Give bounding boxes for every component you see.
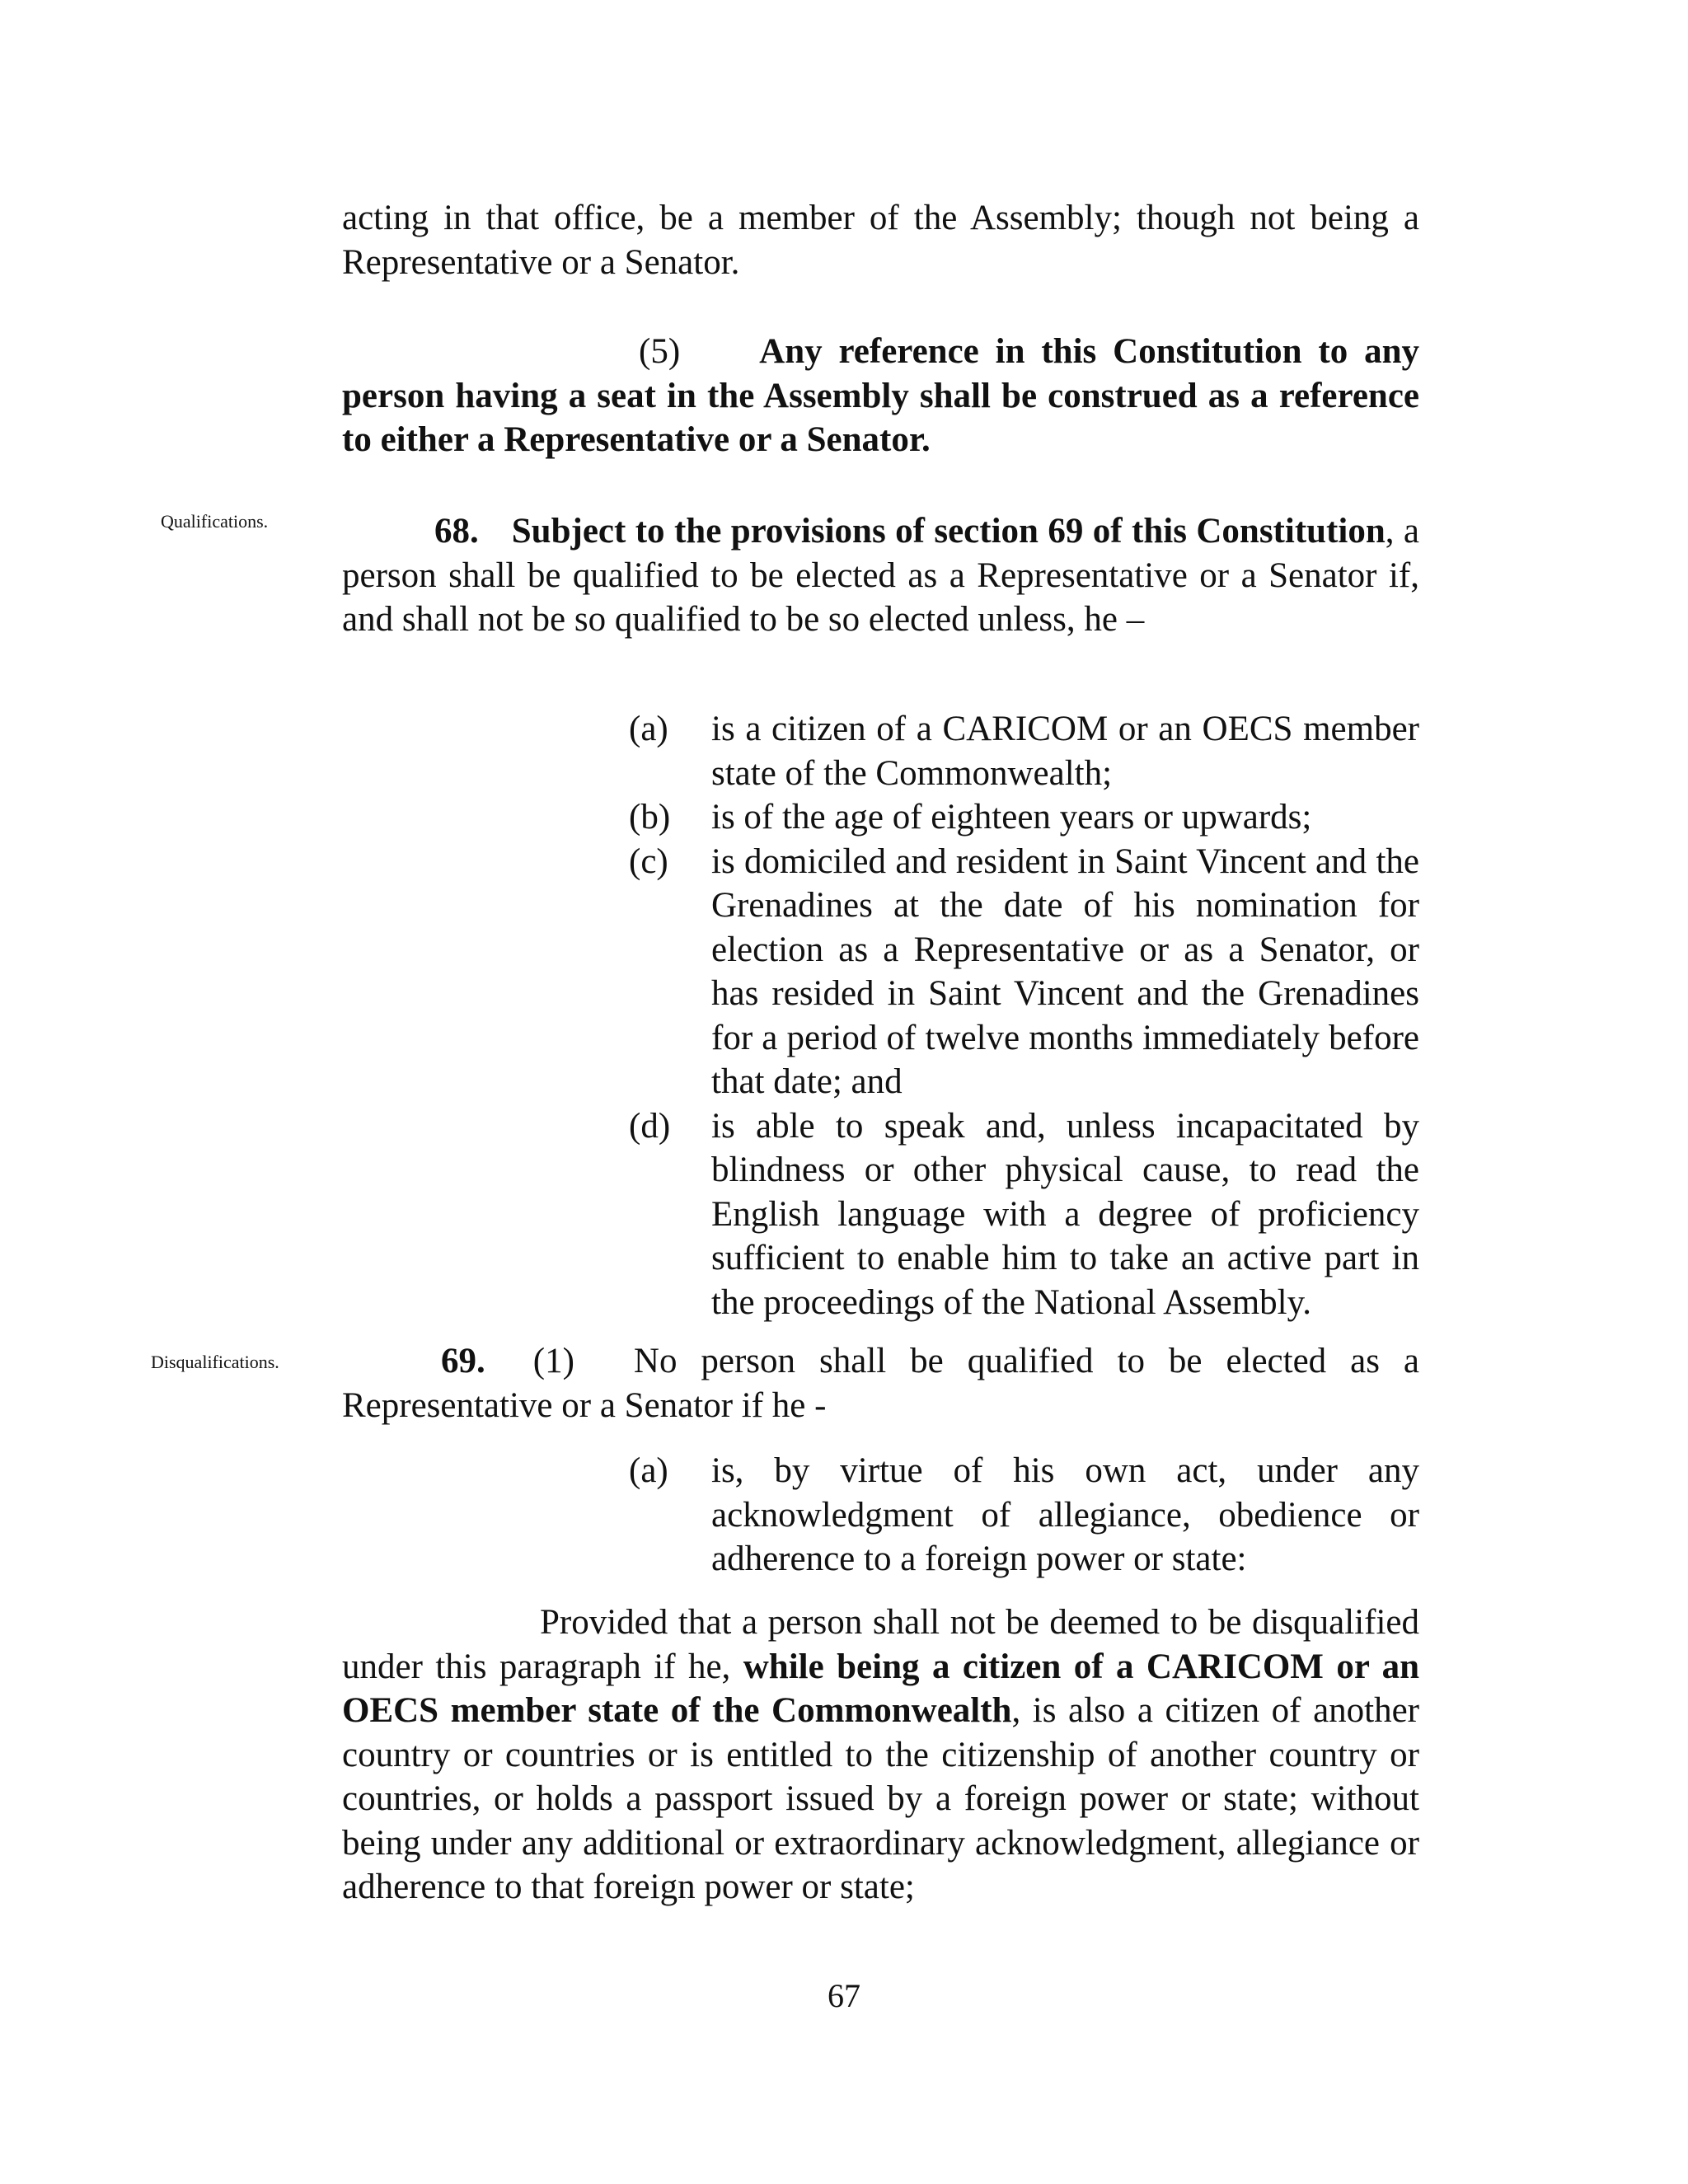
page-number: 67 (828, 1977, 860, 2014)
list-item (629, 707, 1419, 795)
proviso-bold-text: while being a citizen of a CARICOM or an OECS member state of the Commonwealth (342, 1647, 1420, 1730)
paragraph-text: acting in that office, be a member of the Assembly; though not being a Representative or a Senator. (342, 199, 1419, 282)
section-lead-bold: Subject to the provisions of section 69 of this Constitution (511, 512, 1386, 551)
subsection-number: (1) (532, 1342, 574, 1380)
section-68-list (629, 707, 1419, 1324)
margin-note-qualifications: Qualifications. (161, 511, 269, 532)
continuation-paragraph (342, 196, 1419, 284)
item-text: is, by virtue of his own act, under any acknowledgment of allegiance, obedience or adherence to a foreign power or state: (711, 1451, 1419, 1578)
subsection-text: Any reference in this Constitution to any person having a seat in the Assembly shall be construed as a reference to either a Representative or a Senator. (342, 332, 1419, 459)
margin-note-disqualifications: Disqualifications. (151, 1352, 279, 1372)
list-item (629, 795, 1419, 840)
item-text: is of the age of eighteen years or upwards; (711, 798, 1312, 837)
proviso-text: Provided that a person shall not be deemed to be disqualified under this paragraph if he, (342, 1603, 1419, 1686)
subsection-number: (5) (639, 332, 681, 371)
list-item (629, 1449, 1419, 1582)
item-label: (b) (629, 798, 671, 837)
list-item (629, 840, 1419, 1104)
proviso-text-rest: , is also a citizen of another country or countries or is entitled to the citizenship of another country or countries, or holds a passport issued by a foreign power or state; without being under any additional or extraordinary acknowledgment, allegiance or adherence to that foreign power or state; (342, 1691, 1420, 1906)
section-lead-text: No person shall be qualified to be elected as a Representative or a Senator if he - (342, 1342, 1419, 1425)
subsection-5 (342, 330, 1419, 462)
item-label: (a) (629, 1451, 668, 1490)
section-lead-text: , a person shall be qualified to be elected as a Representative or a Senator if, and shall not be so qualified to be so elected unless, he – (342, 512, 1419, 639)
section-68 (342, 509, 1419, 642)
list-item (629, 1104, 1419, 1325)
item-text: is able to speak and, unless incapacitated by blindness or other physical cause, to read the English language with a degree of proficiency sufficient to enable him to take an active part in the proceedings of the National Assembly. (711, 1106, 1419, 1322)
item-label: (c) (629, 841, 668, 881)
section-number: 68. (434, 512, 479, 551)
item-label: (d) (629, 1106, 671, 1146)
section-number: 69. (441, 1342, 485, 1380)
item-text: is domiciled and resident in Saint Vincent and the Grenadines at the date of his nomination for election as a Representative or as a Senator, or has resided in Saint Vincent and the Grenadines for a period of twelve months immediately before that date; and (711, 841, 1419, 1101)
section-69-list (629, 1449, 1419, 1582)
item-text: is a citizen of a CARICOM or an OECS member state of the Commonwealth; (711, 710, 1419, 793)
proviso-paragraph (342, 1601, 1419, 1910)
item-label: (a) (629, 710, 668, 748)
section-69 (342, 1339, 1419, 1427)
